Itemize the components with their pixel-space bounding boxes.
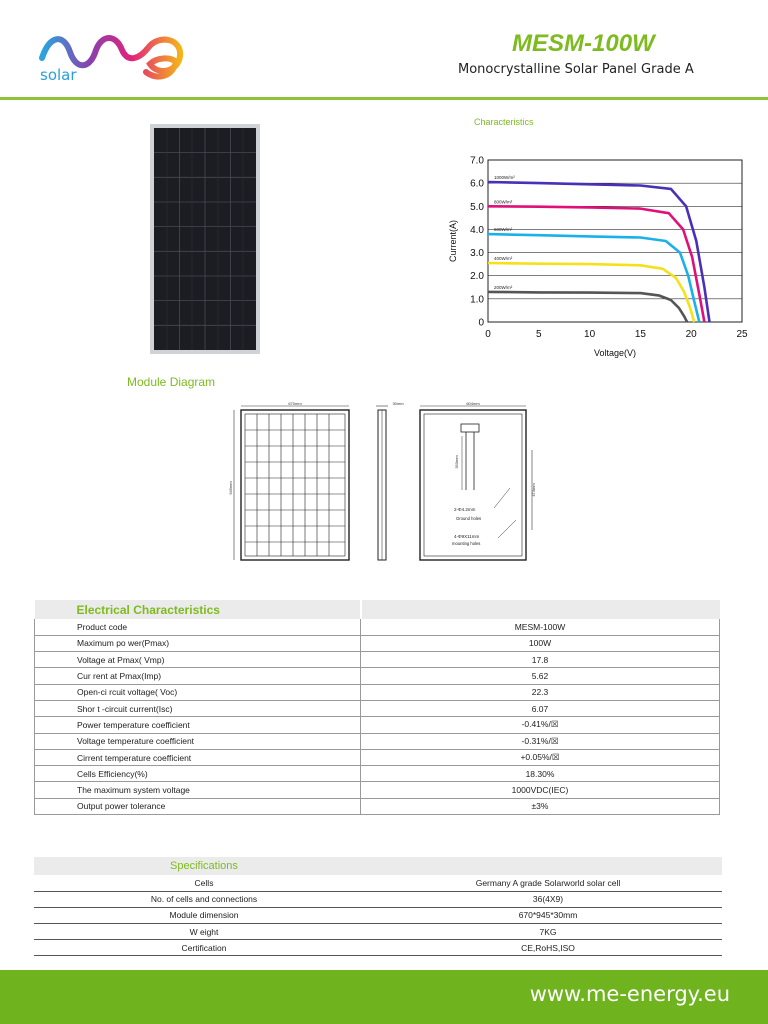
ground-holes-label: Ground holes <box>456 516 482 521</box>
table-row <box>35 798 720 814</box>
front-view <box>228 401 349 560</box>
dim-back-width: 604mm <box>466 401 480 406</box>
electrical-param: Cells Efficiency(%) <box>35 766 361 782</box>
series-line <box>488 292 687 322</box>
dim-bracket: 350mm <box>454 455 459 469</box>
table-row <box>34 891 722 907</box>
x-tick-label: 10 <box>584 329 596 340</box>
iv-curve-chart <box>440 148 760 368</box>
table-row <box>34 940 722 956</box>
spec-value: CE,RoHS,ISO <box>374 940 722 956</box>
table-row <box>34 875 722 891</box>
electrical-header-blank <box>361 600 720 619</box>
electrical-param: Product code <box>35 619 361 635</box>
electrical-param: Voltage at Pmax( Vmp) <box>35 652 361 668</box>
electrical-value: 1000VDC(IEC) <box>361 782 720 798</box>
table-row <box>35 733 720 749</box>
electrical-value: MESM-100W <box>361 619 720 635</box>
series-label: 200W/m² <box>494 284 513 290</box>
y-axis-label: Current(A) <box>448 219 458 263</box>
electrical-value: +0.05%/☒ <box>361 749 720 765</box>
table-row <box>35 652 720 668</box>
spec-value: 670*945*30mm <box>374 907 722 923</box>
electrical-value: 6.07 <box>361 700 720 716</box>
table-header-row <box>35 600 720 619</box>
electrical-param: Power temperature coefficient <box>35 717 361 733</box>
mount-holes-spec: 4-Φ9X11mm <box>454 534 480 539</box>
table-header-row <box>34 857 722 875</box>
dim-height: 945mm <box>228 481 233 495</box>
series-label: 400W/m² <box>494 255 513 261</box>
spec-param: Cells <box>34 875 374 891</box>
spec-param: Certification <box>34 940 374 956</box>
electrical-value: -0.41%/☒ <box>361 717 720 733</box>
module-diagram-title: Module Diagram <box>127 375 216 389</box>
side-view <box>376 401 404 560</box>
chart-title: Characteristics <box>474 117 534 127</box>
x-tick-label: 25 <box>736 329 748 340</box>
electrical-param: Cirrent temperature coefficient <box>35 749 361 765</box>
dim-thickness: 30mm <box>392 401 404 406</box>
footer-bar <box>0 970 768 1024</box>
x-tick-label: 5 <box>536 329 542 340</box>
table-row <box>35 717 720 733</box>
dim-width: 670mm <box>288 401 302 406</box>
dim-hole-spacing: 474mm <box>531 483 536 497</box>
x-axis-label: Voltage(V) <box>593 348 637 358</box>
table-row <box>35 766 720 782</box>
electrical-value: 5.62 <box>361 668 720 684</box>
electrical-characteristics-table <box>34 600 720 815</box>
y-tick-label: 1.0 <box>470 294 484 306</box>
spec-param: Module dimension <box>34 907 374 923</box>
table-row <box>35 619 720 635</box>
table-row <box>34 924 722 940</box>
spec-param: No. of cells and connections <box>34 891 374 907</box>
table-row <box>35 635 720 651</box>
electrical-param: Maximum po wer(Pmax) <box>35 635 361 651</box>
product-subtitle: Monocrystalline Solar Panel Grade A <box>458 62 694 77</box>
series-label: 1000W/m² <box>494 174 515 180</box>
electrical-param: The maximum system voltage <box>35 782 361 798</box>
electrical-title: Electrical Characteristics <box>35 600 361 619</box>
header-divider <box>0 97 768 100</box>
module-diagram <box>226 398 546 568</box>
series-line <box>488 234 699 322</box>
specifications-table <box>34 857 722 956</box>
table-row <box>35 782 720 798</box>
x-tick-label: 20 <box>685 329 697 340</box>
x-tick-label: 15 <box>634 329 646 340</box>
series-label: 800W/m² <box>494 199 513 205</box>
product-title: MESM-100W <box>512 30 655 57</box>
spec-value: 7KG <box>374 924 722 940</box>
electrical-value: ±3% <box>361 798 720 814</box>
table-row <box>35 668 720 684</box>
electrical-param: Output power tolerance <box>35 798 361 814</box>
electrical-value: 18.30% <box>361 766 720 782</box>
electrical-value: -0.31%/☒ <box>361 733 720 749</box>
electrical-param: Cur rent at Pmax(Imp) <box>35 668 361 684</box>
electrical-value: 22.3 <box>361 684 720 700</box>
y-tick-label: 2.0 <box>470 271 484 283</box>
y-tick-label: 5.0 <box>470 201 484 213</box>
series-label: 600W/m² <box>494 227 513 233</box>
website-link[interactable]: www.me-energy.eu <box>529 982 730 1006</box>
y-tick-label: 4.0 <box>470 224 484 236</box>
logo-solar-text: solar <box>40 66 77 84</box>
back-view <box>420 401 536 560</box>
y-tick-label: 7.0 <box>470 155 484 167</box>
electrical-param: Open-ci rcuit voltage( Voc) <box>35 684 361 700</box>
table-row <box>35 684 720 700</box>
electrical-value: 100W <box>361 635 720 651</box>
x-tick-label: 0 <box>485 329 491 340</box>
series-line <box>488 182 710 322</box>
mount-holes-label: mounting holes <box>452 541 481 546</box>
solar-panel-image <box>150 124 260 354</box>
table-row <box>35 749 720 765</box>
ground-holes-spec: 2-Φ4.2mm <box>454 507 476 512</box>
spec-value: Germany A grade Solarworld solar cell <box>374 875 722 891</box>
y-tick-label: 6.0 <box>470 178 484 190</box>
spec-param: W eight <box>34 924 374 940</box>
y-tick-label: 3.0 <box>470 248 484 260</box>
table-row <box>35 700 720 716</box>
electrical-value: 17.8 <box>361 652 720 668</box>
electrical-param: Shor t -circuit current(Isc) <box>35 700 361 716</box>
y-tick-label: 0 <box>478 317 484 329</box>
electrical-param: Voltage temperature coefficient <box>35 733 361 749</box>
spec-value: 36(4X9) <box>374 891 722 907</box>
specifications-title: Specifications <box>170 860 238 872</box>
table-row <box>34 907 722 923</box>
